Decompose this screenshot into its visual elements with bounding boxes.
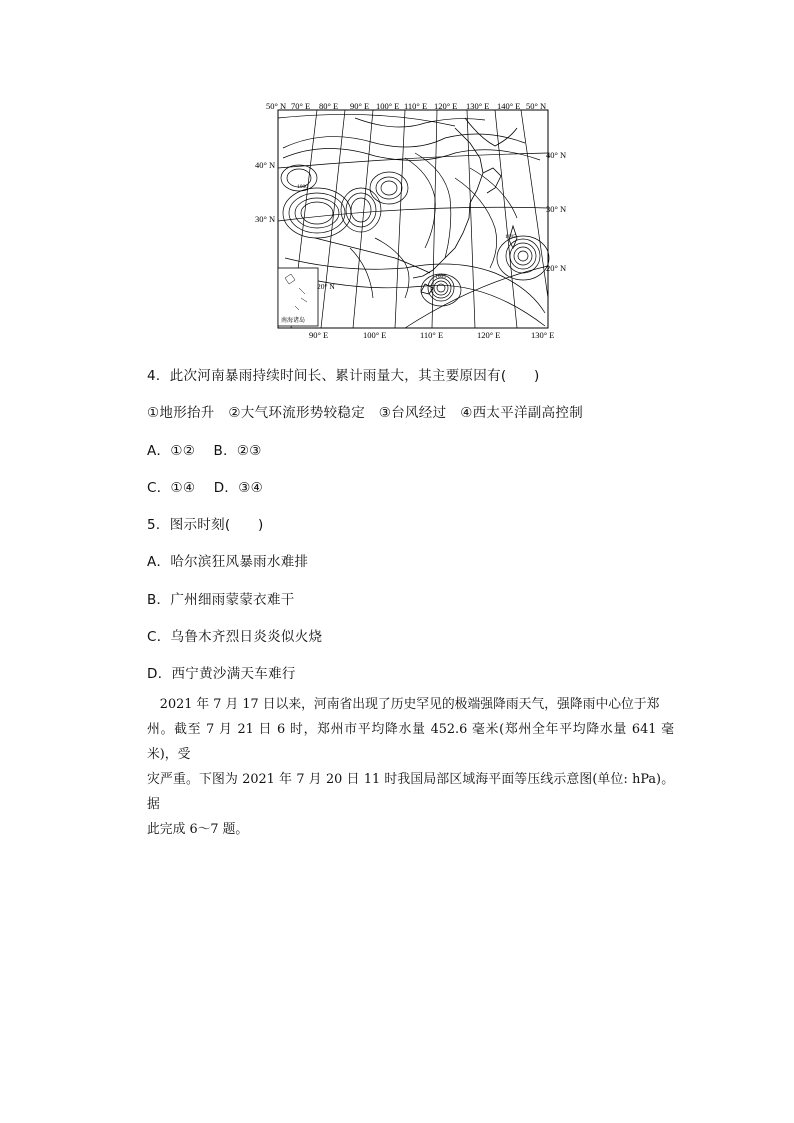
- question-5-option-d: D．西宁黄沙满天车难行: [147, 666, 296, 682]
- inset-lat-label: 20° N: [317, 282, 335, 291]
- isobar-value: 1000: [297, 184, 308, 190]
- map-left-label: 30° N: [255, 214, 276, 224]
- map-bottom-label: 100° E: [363, 330, 387, 340]
- passage-line: 灾严重。下图为 2021 年 7 月 20 日 11 时我国局部区域海平面等压线示意图(单位: hPa)。据: [147, 772, 674, 812]
- question-5-option-b: B．广州细雨蒙蒙衣难干: [147, 592, 295, 608]
- map-top-label: 70° E: [291, 101, 311, 111]
- passage-line: 州。截至 7 月 21 日 6 时，郑州市平均降水量 452.6 毫米(郑州全年平均降水量 641 毫米)，受: [147, 722, 674, 762]
- isobar-value: 1005: [435, 274, 446, 280]
- map-right-label: 20° N: [546, 263, 567, 273]
- map-bottom-label: 120° E: [477, 330, 501, 340]
- map-top-label: 50° N: [526, 101, 547, 111]
- reading-passage: [147, 692, 674, 842]
- passage-line: 此完成 6～7 题。: [147, 822, 249, 837]
- map-bottom-label: 90° E: [309, 330, 329, 340]
- question-5-option-a: A．哈尔滨狂风暴雨水难排: [147, 554, 309, 570]
- question-4-options-ab: A．①② B．②③: [147, 443, 262, 459]
- map-top-label: 90° E: [350, 101, 370, 111]
- map-right-label: 40° N: [546, 150, 567, 160]
- question-5-option-c: C．乌鲁木齐烈日炎炎似火烧: [147, 629, 323, 645]
- map-top-label: 50° N: [266, 101, 287, 111]
- map-top-label: 130° E: [466, 101, 490, 111]
- map-top-label: 120° E: [434, 101, 458, 111]
- map-top-label: 80° E: [319, 101, 339, 111]
- map-top-label: 110° E: [404, 101, 428, 111]
- map-left-label: 40° N: [255, 160, 276, 170]
- map-top-label: 100° E: [376, 101, 400, 111]
- map-bottom-label: 110° E: [420, 330, 444, 340]
- question-4-stem: 4．此次河南暴雨持续时间长、累计雨量大，其主要原因有( ): [147, 368, 540, 384]
- isobar-map-figure: [255, 98, 565, 344]
- passage-line: 2021 年 7 月 17 日以来，河南省出现了历史罕见的极端强降雨天气，强降雨中心位于郑: [147, 697, 660, 712]
- question-4-statements: ①地形抬升 ②大气环流形势较稳定 ③台风经过 ④西太平洋副高控制: [147, 405, 584, 421]
- isobar-map-graphic: [255, 98, 565, 344]
- map-top-label: 140° E: [497, 101, 521, 111]
- inset-caption: 南海诸岛: [281, 318, 306, 324]
- question-4-options-cd: C．①④ D．③④: [147, 480, 264, 496]
- map-right-label: 30° N: [546, 204, 567, 214]
- isobar-value: 1005: [505, 234, 516, 240]
- map-bottom-label: 130° E: [531, 330, 555, 340]
- question-5-stem: 5．图示时刻( ): [147, 517, 264, 533]
